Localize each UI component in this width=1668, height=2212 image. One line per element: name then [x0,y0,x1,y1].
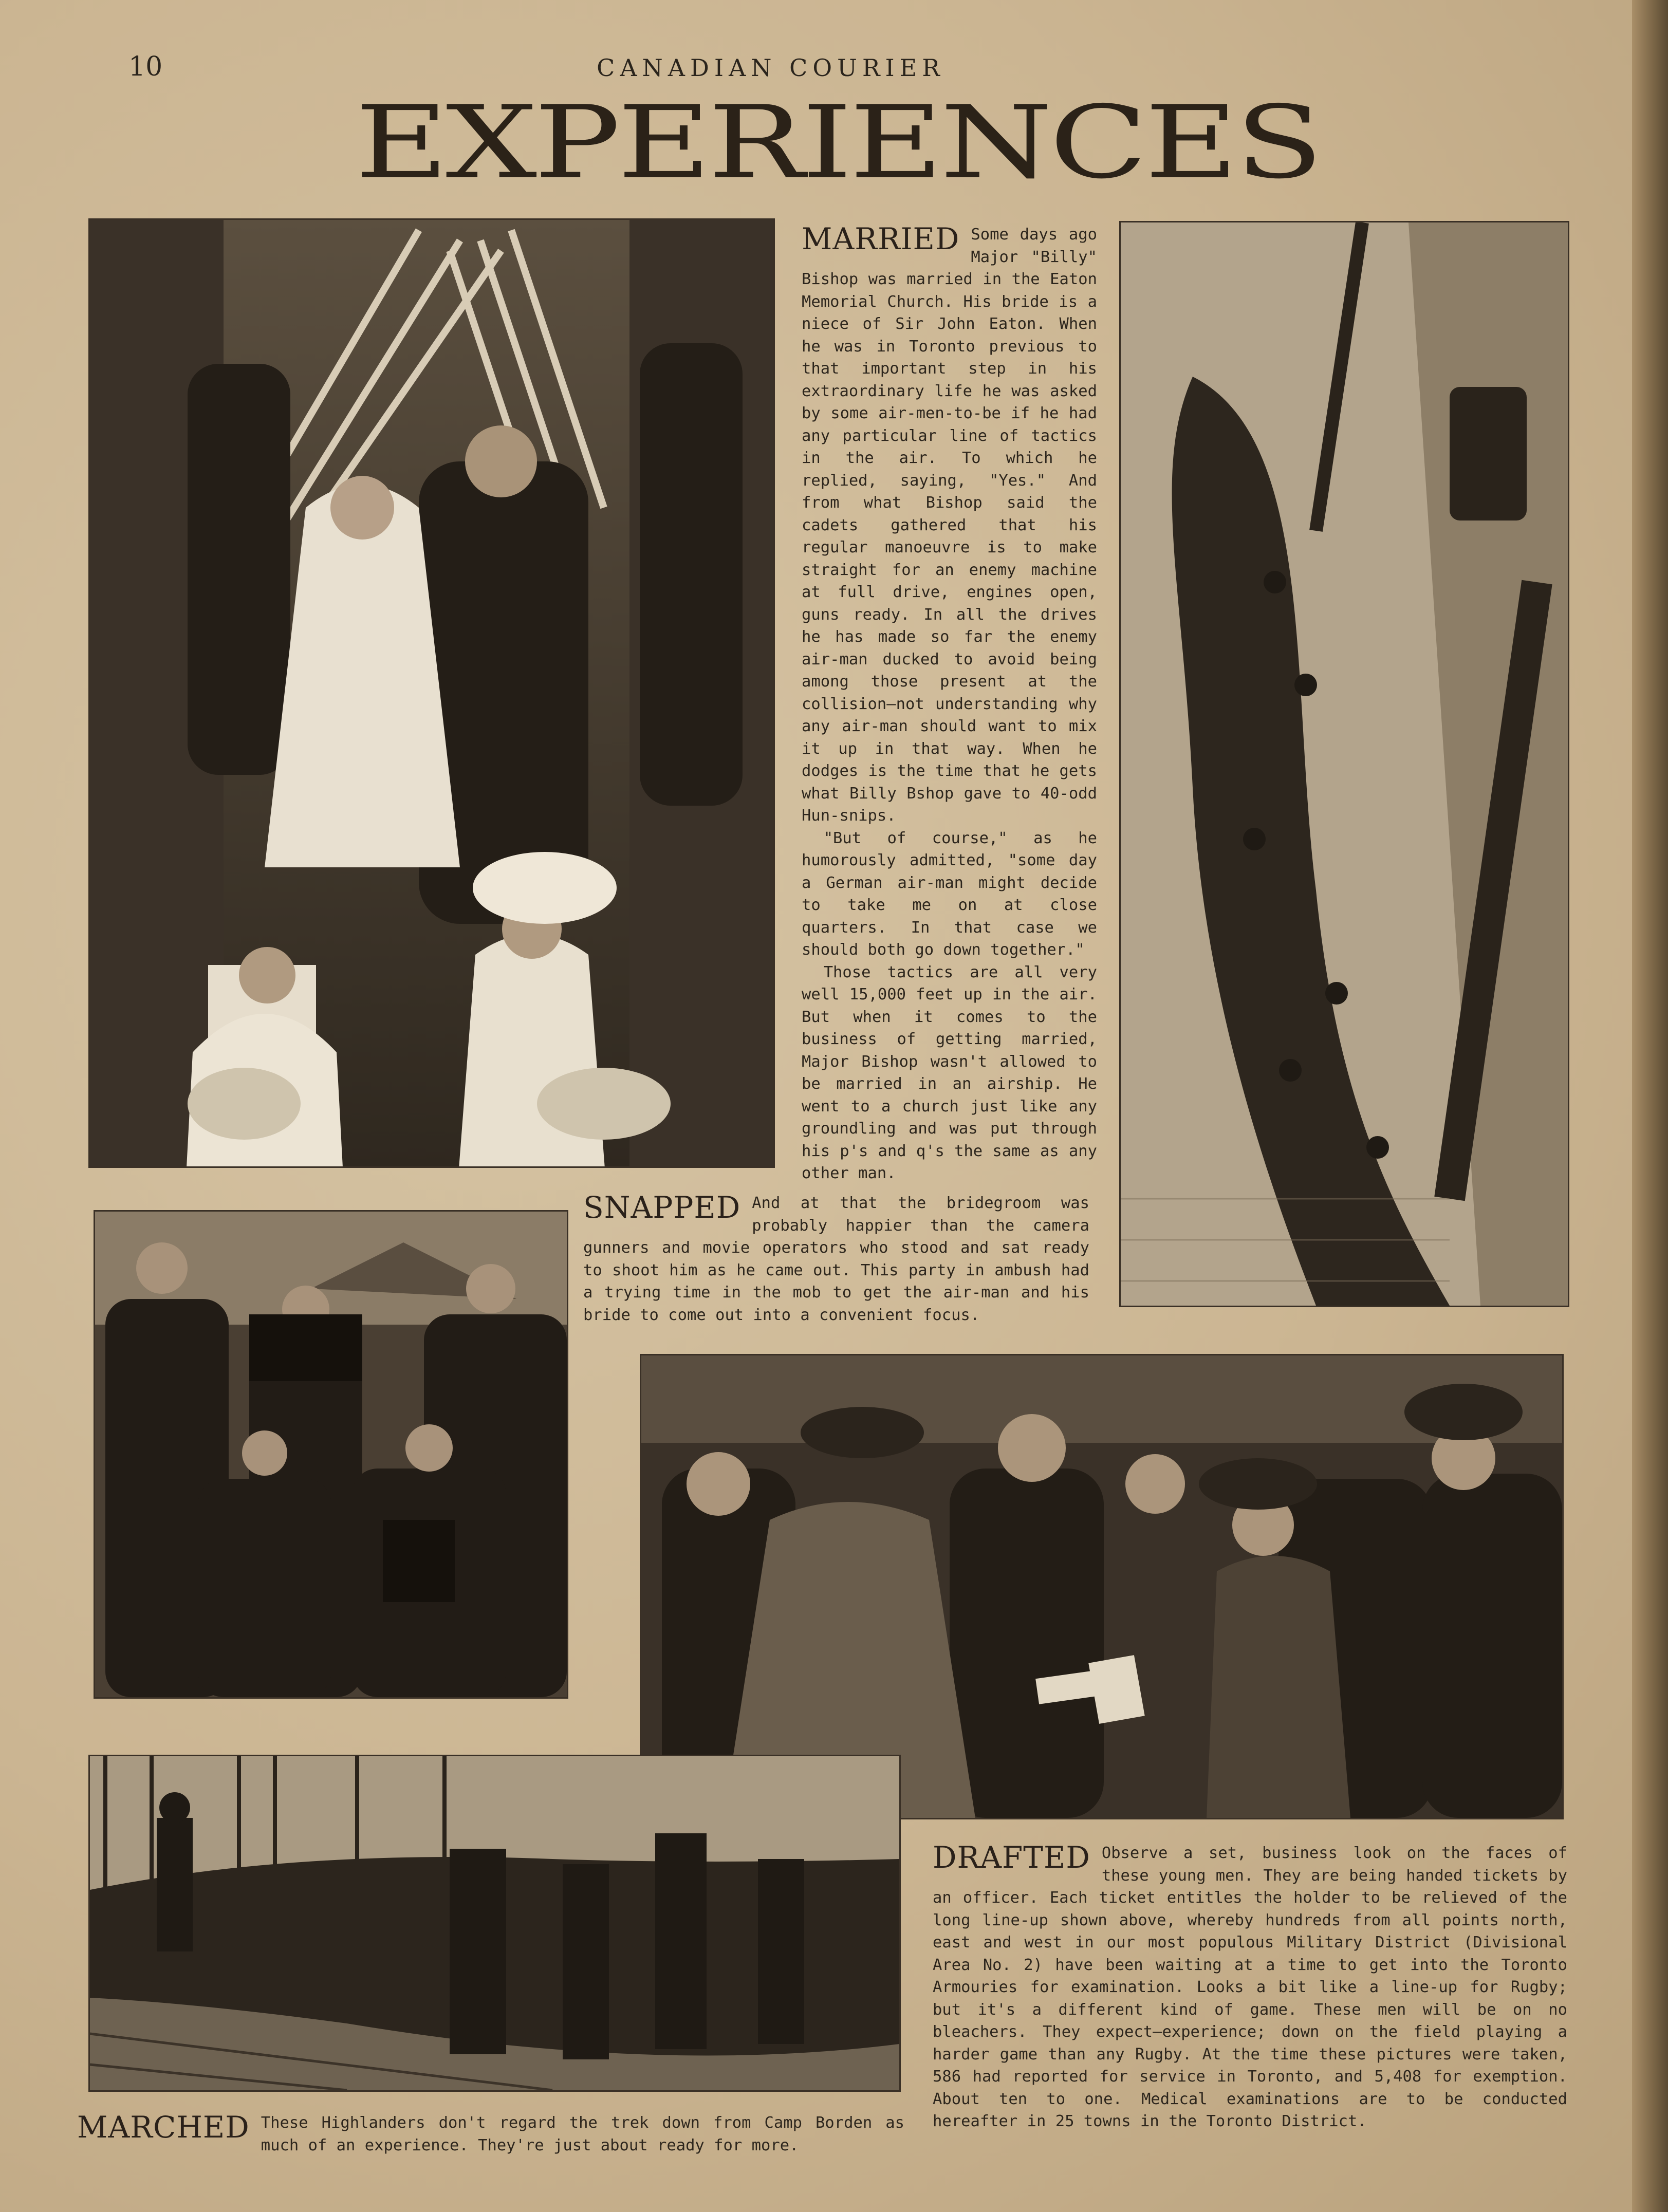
lineup-photo [1119,221,1569,1307]
drafted-text: Observe a set, business look on the faces of these young men. They are being handed tickets by an officer. Each ticket entitles the holder to be relieved of the long line-up shown above, whereby hundreds from all points north, east and west in our most populous Military District (Divisional Area No. 2) have been waiting at a time to get into the Toronto Armouries for examination. Looks a bit like a line-up for Rugby; but it's a different kind of game. These men will be on no bleachers. They expect—experience; down on the field playing a harder game than any Rugby. At the time these pictures were taken, 586 had reported for service in Toronto, and 5,408 for exemption. About ten to one. Medical examinations are to be conducted hereafter in 25 towns in the Toronto District. [933,1844,1567,2130]
married-paragraph-2: "But of course," as he humorously admitted, "some day a German air-man might decide to take me on at close quarters. In that case we should both go down together." [802,829,1097,959]
drafted-kicker: DRAFTED [933,1840,1090,1875]
married-kicker: MARRIED [802,221,960,256]
publication-name: CANADIAN COURIER [597,54,945,82]
married-story [802,221,1097,1185]
page-title: EXPERIENCES [355,84,1321,201]
marched-kicker: MARCHED [77,2110,250,2145]
marched-story [77,2112,904,2157]
cameramen-photo [94,1210,568,1699]
snapped-story [583,1192,1089,1326]
wedding-photo [88,218,775,1168]
married-paragraph-1: Some days ago Major "Billy" Bishop was married in the Eaton Memorial Church. His bride is a niece of Sir John Eaton. When he was in Toronto previous to that important step in his extraordinary life he was asked by some air-men-to-be if he had any particular line of tactics in the air. To which he replied, saying, "Yes." And from what Bishop said the cadets gathered that his regular manoeuvre is to make straight for an enemy machine at full drive, engines open, guns ready. In all the drives he has made so far the enemy air-man ducked to avoid being among those present at the collision—not understanding why any air-man should want to mix it up in that way. When he dodges is the time that he gets what Billy Bshop gave to 40-odd Hun-snips. [802,226,1097,825]
snapped-kicker: SNAPPED [583,1190,741,1225]
tickets-photo [640,1354,1564,1819]
highlanders-photo [88,1755,901,2092]
drafted-story [933,1842,1567,2133]
marched-text: These Highlanders don't regard the trek down from Camp Borden as much of an experience. They're just about ready for more. [261,2114,904,2154]
married-paragraph-3: Those tactics are all very well 15,000 feet up in the air. But when it comes to the business of getting married, Major Bishop wasn't allowed to be married in an airship. He went to a church just like any groundling and was put through his p's and q's the same as any other man. [802,963,1097,1182]
page-number: 10 [128,51,163,82]
page-binding-edge [1632,0,1668,2212]
snapped-text: And at that the bridegroom was probably happier than the camera gunners and movie operators who stood and sat ready to shoot him as he came out. This party in ambush had a trying time in the mob to get the air-man and his bride to come out into a convenient focus. [583,1194,1089,1324]
